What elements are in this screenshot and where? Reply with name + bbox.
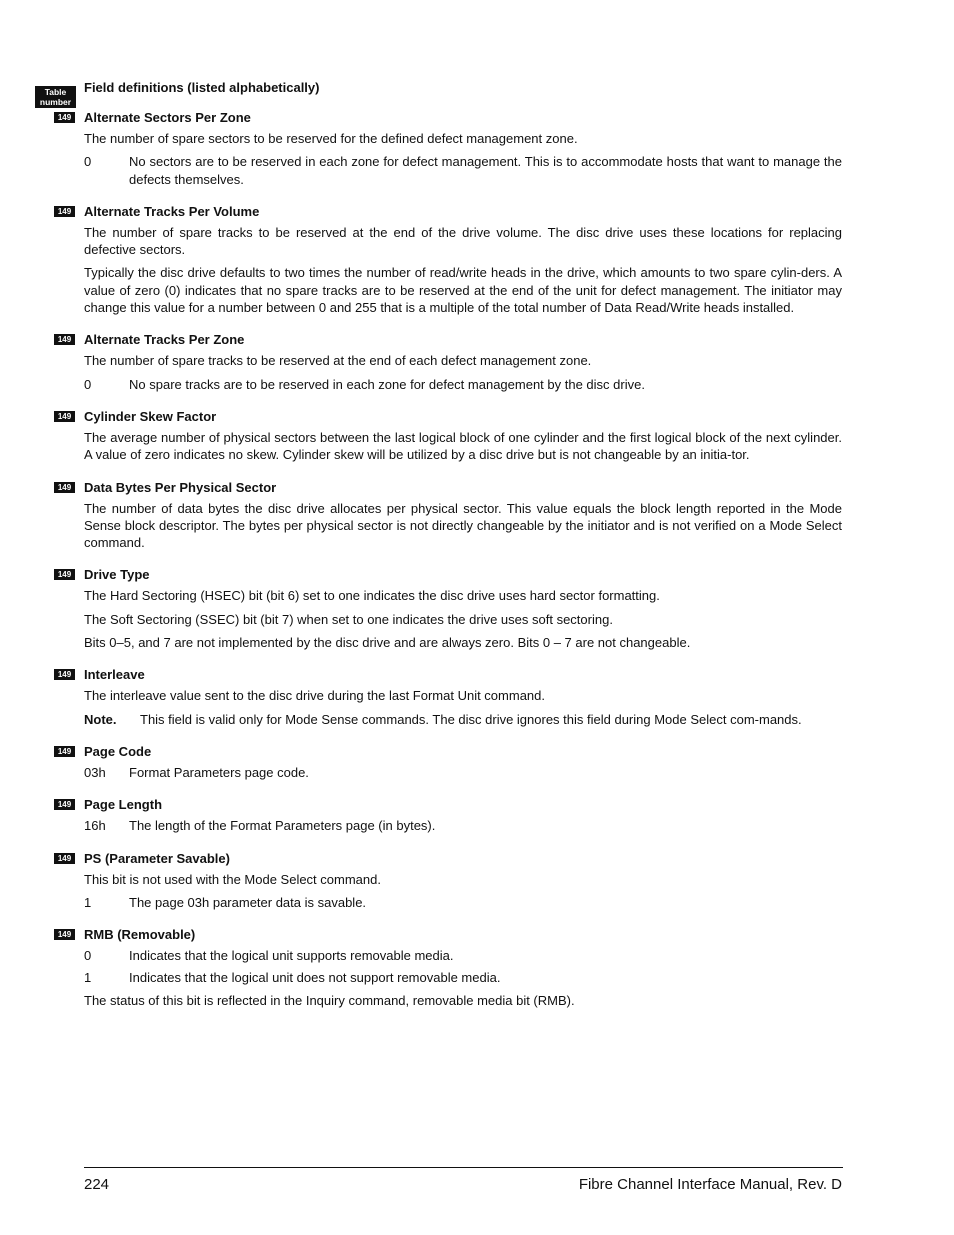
field-description: The number of spare tracks to be reserved at the end of each defect management zone. <box>84 353 592 369</box>
page-number: 224 <box>84 1176 110 1193</box>
definition-row <box>84 969 842 986</box>
definition-value: 0 <box>84 948 92 964</box>
footer-divider <box>84 1167 843 1168</box>
table-tag-line2: number <box>39 97 72 107</box>
field-definitions-list <box>57 108 842 1023</box>
field-description: Bits 0–5, and 7 are not implemented by the disc drive and are always zero. Bits 0 – 7 are not changeable. <box>84 635 691 651</box>
table-tag-line1: Table <box>44 87 67 97</box>
definition-row <box>84 947 842 964</box>
field-description: The interleave value sent to the disc drive during the last Format Unit command. <box>84 688 545 704</box>
field-definition <box>57 849 842 912</box>
definition-value: 16h <box>84 818 106 834</box>
table-number-badge: 149 <box>54 334 75 345</box>
field-description: The number of data bytes the disc drive allocates per physical sector. This value equals the block length reported in the Mode Sense block descriptor. The bytes per physical sector is not directly changeable by the initiator and is not verified on a Mode Select command. <box>84 500 842 551</box>
field-definition <box>57 478 842 552</box>
definition-text: No spare tracks are to be reserved in each zone for defect management by the disc drive. <box>129 376 645 392</box>
field-definition <box>57 108 842 188</box>
field-title: Page Length <box>84 797 163 813</box>
definition-text: Format Parameters page code. <box>129 764 309 780</box>
definition-text: No sectors are to be reserved in each zone for defect management. This is to accommodate hosts that want to manage the defects themselves. <box>129 154 842 187</box>
table-number-badge: 149 <box>54 206 75 217</box>
table-number-badge: 149 <box>54 411 75 422</box>
definition-value: 1 <box>84 970 92 986</box>
table-number-badge: 149 <box>54 482 75 493</box>
definition-value: 0 <box>84 376 92 392</box>
field-title: Drive Type <box>84 567 150 583</box>
table-number-badge: 149 <box>54 112 75 123</box>
definition-value: 0 <box>84 154 92 170</box>
field-title: Alternate Tracks Per Volume <box>84 203 260 219</box>
definition-text: The length of the Format Parameters page (in bytes). <box>129 818 436 834</box>
field-title: Data Bytes Per Physical Sector <box>84 479 277 495</box>
field-definition <box>57 407 842 464</box>
table-number-badge: 149 <box>54 853 75 864</box>
field-definition <box>57 665 842 728</box>
table-number-badge: 149 <box>54 746 75 757</box>
definition-text: Indicates that the logical unit supports removable media. <box>129 948 454 964</box>
definition-text: The page 03h parameter data is savable. <box>129 894 367 910</box>
definition-row <box>84 153 842 188</box>
definition-value: 1 <box>84 894 92 910</box>
table-number-tag <box>35 86 76 108</box>
field-description: The number of spare tracks to be reserved at the end of the drive volume. The disc drive uses these locations for replacing defective sectors. <box>84 224 842 258</box>
definition-row <box>84 817 842 834</box>
note-label: Note. <box>84 711 117 727</box>
definition-row <box>84 764 842 781</box>
field-description: Typically the disc drive defaults to two times the number of read/write heads in the drive, which amounts to two spare cylin-ders. A value of zero (0) indicates that no spare tracks are to be reserved at the end of the unit for defect management. The initiator may change this value for a number between 0 and 255 that is a multiple of the total number of Data Read/Write heads installed. <box>84 265 842 316</box>
definition-row <box>84 376 842 393</box>
document-title: Fibre Channel Interface Manual, Rev. D <box>578 1176 842 1193</box>
field-title: Page Code <box>84 743 152 759</box>
field-title: Interleave <box>84 667 145 683</box>
definition-value: 03h <box>84 764 106 780</box>
field-definition <box>57 565 842 651</box>
table-number-badge: 149 <box>54 569 75 580</box>
field-title: RMB (Removable) <box>84 927 196 943</box>
field-definition <box>57 795 842 834</box>
definition-row <box>84 894 842 911</box>
field-title: PS (Parameter Savable) <box>84 850 230 866</box>
note <box>84 711 842 728</box>
field-description: The number of spare sectors to be reserved for the defined defect management zone. <box>84 131 578 146</box>
field-definition <box>57 925 842 1009</box>
field-description: The average number of physical sectors between the last logical block of one cylinder and the first logical block of the next cylinder. A value of zero indicates no skew. Cylinder skew will be utilized by a disc drive but is not changeable by an initia-tor. <box>84 429 842 463</box>
field-description: This bit is not used with the Mode Select command. <box>84 871 381 887</box>
field-definition <box>57 742 842 781</box>
note-text: This field is valid only for Mode Sense commands. The disc drive ignores this field during Mode Select com-mands. <box>140 711 802 727</box>
definition-text: Indicates that the logical unit does not support removable media. <box>129 970 501 986</box>
field-description: The status of this bit is reflected in the Inquiry command, removable media bit (RMB). <box>84 992 575 1008</box>
field-definition <box>57 202 842 316</box>
section-title: Field definitions (listed alphabetically) <box>84 80 320 95</box>
table-number-badge: 149 <box>54 669 75 680</box>
field-title: Alternate Sectors Per Zone <box>84 110 251 125</box>
field-description: The Hard Sectoring (HSEC) bit (bit 6) set to one indicates the disc drive uses hard sector formatting. <box>84 588 660 604</box>
field-description: The Soft Sectoring (SSEC) bit (bit 7) when set to one indicates the drive uses soft sectoring. <box>84 611 613 627</box>
field-definition <box>57 330 842 393</box>
table-number-badge: 149 <box>54 929 75 940</box>
field-title: Alternate Tracks Per Zone <box>84 332 245 348</box>
field-title: Cylinder Skew Factor <box>84 408 217 424</box>
table-number-badge: 149 <box>54 799 75 810</box>
